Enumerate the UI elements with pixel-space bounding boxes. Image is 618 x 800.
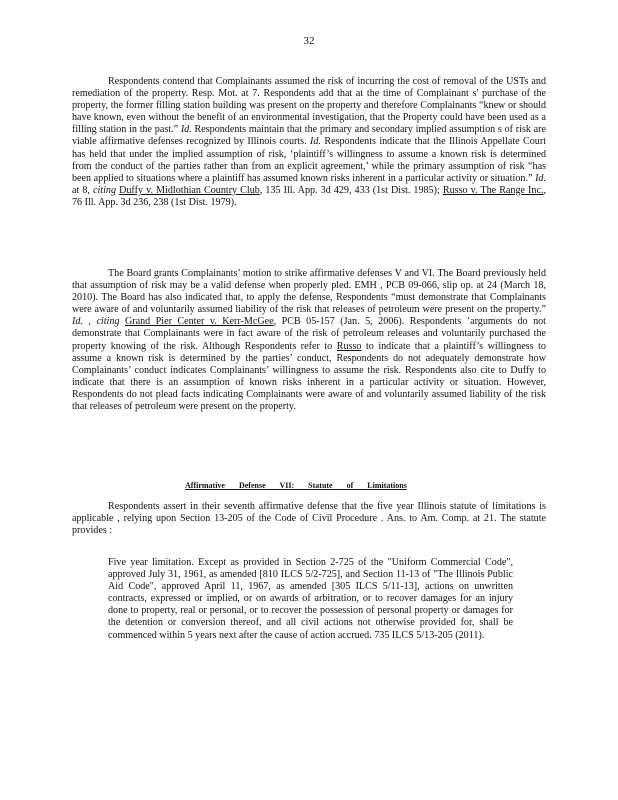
citation-id: Id.: [72, 316, 83, 328]
paragraph-text: Respondents assert in their seventh affirmative defense that the five year Illinois statute of limitations is applicable , relying upon Section 13-205 of the Code of Civil Procedure . Ans. to Am. Comp. at 21. The statute provides :: [72, 501, 546, 537]
case-name-russo: Russo: [336, 340, 362, 352]
text-run: to indicate that a plaintiff’s willingness to assume a known risk is determined by the parties’ conduct, Respondents do not adequately demonstrate how Complainants’ conduct indicates Complainants’ willingness to assume the risk. Respondents also cite to Duffy to indicate that there is an assumption of known risks inherent in a particular activity or situation. However, Respondents do not plead facts indicating Complainants were aware of and voluntarily assumed liability of the risk that releases of petroleum were present on the property.: [72, 340, 546, 413]
text-run: Respondents contend that Complainants assumed the risk of incurring the cost of removal of the USTs and remediation of the property. Resp. Mot. at 7. Respondents add that at the time of Complainant s' purchase of the property, the former filling station building was present on the property and therefore Complainants “knew or should have known, even without the benefit of an environmental investigation, that the Property could have been used as a filling station in the past.”: [72, 76, 546, 136]
case-name-russo: Russo v. The Range Inc.: [442, 184, 544, 196]
text-run: ,: [82, 316, 97, 328]
text-run: The Board grants Complainants’ motion to strike affirmative defenses V and VI. The Board previously held that assumption of risk may be a valid defense when properly pled. EMH , PCB 09-066, slip op. at 24 (March 18, 2010). The Board has also indicated that, to apply the defense, Respondents “must demonstrate that Complainants were aware of and voluntarily assumed liability of the risk that releases of petroleum were present on the property.”: [72, 268, 546, 316]
case-name-grand-pier: Grand Pier Center v. Kerr-McGee: [124, 316, 274, 328]
paragraph-board-ruling: [72, 268, 546, 413]
statute-block-quote: Five year limitation. Except as provided in Section 2-725 of the "Uniform Commercial Code", approved July 31, 1961, as amended [810 ILCS 5/2-725], and Section 11-13 of "The Illinois Public Aid Code", approved April 11, 1967, as amended [305 ILCS 5/11-13], actions on unwritten contracts, expressed or implied, or on awards of arbitration, or to recover damages for an injury done to property, real or personal, or to recover the possession of personal property or damages for the detention or conversion thereof, and all civil actions not otherwise provided for, shall be commenced within 5 years next after the cause of action accrued. 735 ILCS 5/13-205 (2011).: [108, 557, 513, 641]
citation-id: Id.: [180, 124, 192, 136]
text-run: , 135 Ill. App. 3d 429, 433 (1st Dist. 1985);: [259, 184, 443, 196]
text-run: at 8,: [72, 184, 94, 196]
citation-id: Id.: [535, 172, 546, 184]
text-run: Respondents maintain that the primary and secondary implied assumption s of risk are viable affirmative defenses recognized by Illinois courts.: [72, 124, 546, 148]
paragraph-statute-of-limitations: [72, 501, 546, 537]
citation-id: Id.: [310, 136, 321, 148]
section-heading: Affirmative Defense VII: Statute of Limitations: [185, 481, 407, 490]
paragraph-assumption-of-risk-argument: [72, 76, 546, 209]
case-name-duffy: Duffy v. Midlothian Country Club: [119, 184, 260, 196]
text-run: , 76 Ill. App. 3d 236, 238 (1st Dist. 1979).: [72, 184, 547, 208]
page-number: 32: [303, 35, 315, 47]
text-run: Respondents indicate that the Illinois Appellate Court has held that under the implied assumption of risk, ‘plaintiff’s willingness to assume a known risk is determined from the conduct of the parties rather than from an explicit agreement,’ while the primary assumption of risk “has been applied to situations where a plaintiff has assumed known risks inherent in a particular activity or situation.”: [72, 136, 547, 184]
citing-signal: citing: [93, 184, 117, 196]
citing-signal: citing: [96, 316, 120, 328]
text-run: , PCB 05-157 (Jan. 5, 2006). Respondents ’arguments do not demonstrate that Complainants were in fact aware of the risk of petroleum releases and voluntarily purchased the property knowing of the risk. Although Respondents refer to: [72, 316, 546, 352]
